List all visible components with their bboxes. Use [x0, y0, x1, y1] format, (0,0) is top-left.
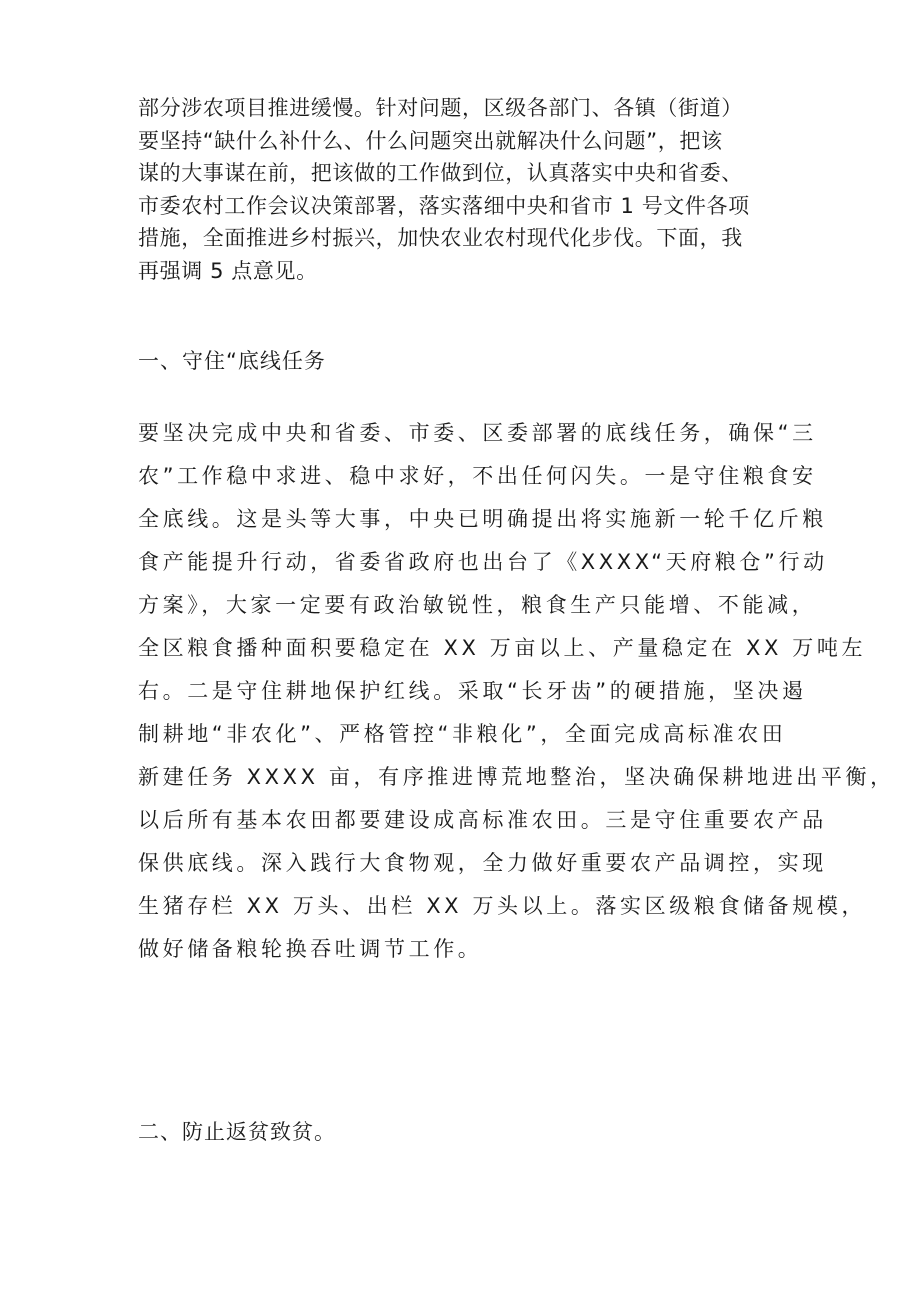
paragraph-line: 以后所有基本农田都要建设成高标准农田。三是守住重要农产品 [138, 808, 827, 832]
paragraph-line: 谋的大事谋在前，把该做的工作做到位，认真落实中央和省委、 [138, 161, 743, 185]
paragraph-line: 做好储备粮轮换吞吐调节工作。 [138, 937, 483, 961]
paragraph-line: 部分涉农项目推进缓慢。针对问题，区级各部门、各镇（街道） [138, 96, 743, 120]
paragraph-line: 市委农村工作会议决策部署，落实落细中央和省市 1 号文件各项 [138, 193, 750, 218]
paragraph-line: 全区粮食播种面积要稳定在 XX 万亩以上、产量稳定在 XX 万吨左 [138, 636, 867, 660]
paragraph-line: 右。二是守住耕地保护红线。采取“长牙齿”的硬措施，坚决遏 [138, 679, 807, 703]
paragraph-line: 措施，全面推进乡村振兴，加快农业农村现代化步伐。下面，我 [138, 226, 743, 250]
paragraph-line: 农”工作稳中求进、稳中求好，不出任何闪失。一是守住粮食安 [138, 464, 817, 488]
paragraph-intro [138, 92, 750, 287]
paragraph-line: 要坚持“缺什么补什么、什么问题突出就解决什么问题”，把该 [138, 128, 723, 153]
paragraph-bottom-line-tasks [138, 412, 895, 971]
section-heading-2: 二、防止返贫致贫。 [138, 1120, 336, 1144]
paragraph-line: 方案》，大家一定要有政治敏锐性，粮食生产只能增、不能减， [138, 593, 817, 617]
paragraph-line: 要坚决完成中央和省委、市委、区委部署的底线任务，确保“三 [138, 421, 817, 445]
paragraph-line: 新建任务 XXXX 亩，有序推进博荒地整治，坚决确保耕地进出平衡， [138, 765, 895, 789]
paragraph-line: 制耕地“非农化”、严格管控“非粮化”，全面完成高标准农田 [138, 722, 787, 746]
section-heading-1: 一、守住“底线任务 [138, 349, 326, 373]
paragraph-line: 全底线。这是头等大事，中央已明确提出将实施新一轮千亿斤粮 [138, 507, 827, 531]
paragraph-line: 生猪存栏 XX 万头、出栏 XX 万头以上。落实区级粮食储备规模， [138, 894, 867, 918]
paragraph-line: 食产能提升行动，省委省政府也出台了《XXXX“天府粮仓”行动 [138, 550, 828, 574]
paragraph-line: 保供底线。深入践行大食物观，全力做好重要农产品调控，实现 [138, 851, 827, 875]
paragraph-line: 再强调 5 点意见。 [138, 258, 318, 283]
